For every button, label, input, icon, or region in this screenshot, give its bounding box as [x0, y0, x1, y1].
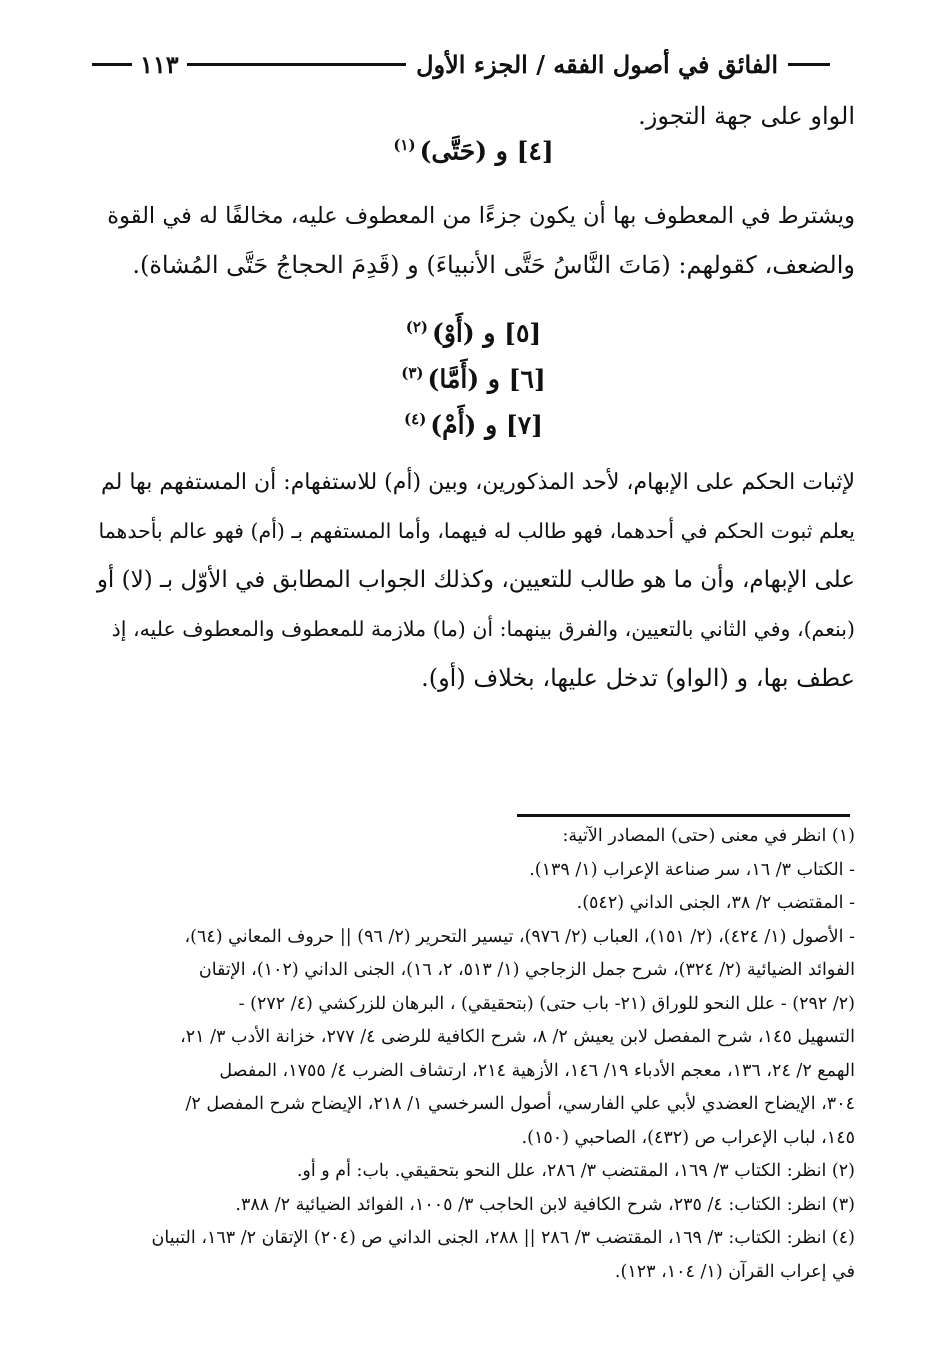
heading-text: [٥] و (أَوْ) — [432, 318, 542, 348]
section-heading-am — [0, 410, 947, 439]
text-line: لإثبات الحكم على الإبهام، لأحد المذكورين، وبين (أم) للاستفهام: أن المستفهم بها لم — [101, 470, 855, 495]
footnote-line: - الكتاب ٣/ ١٦، سر صناعة الإعراب (١/ ١٣٩). — [529, 859, 855, 880]
footnote-line: (٤) انظر: الكتاب: ٣/ ١٦٩، المقتضب ٣/ ٢٨٦ || ٢٨٨، الجنى الداني ص (٢٠٤) الإتقان ٢/ ١٦٣، التبيان — [151, 1228, 855, 1248]
text-line: ويشترط في المعطوف بها أن يكون جزءًا من المعطوف عليه، مخالفًا له في القوة — [107, 203, 855, 229]
section-heading-amma — [0, 364, 947, 393]
text-line: يعلم ثبوت الحكم في أحدهما، فهو طالب له فيهما، وأما المستفهم بـ (أم) فهو عالم بأحدهما — [98, 519, 855, 543]
footnote-line: الفوائد الضيائية (٢/ ٣٢٤)، شرح جمل الزجاجي (١/ ٥١٣، ٢، ١٦)، الجنى الداني (١٠٢)، الإتقان — [198, 960, 855, 980]
footnote-line: التسهيل ١٤٥، شرح المفصل لابن يعيش ٢/ ٨، شرح الكافية للرضى ٤/ ٢٧٧، خزانة الأدب ٣/ ٢١، — [180, 1027, 855, 1047]
heading-text: [٦] و (أَمَّا) — [427, 364, 546, 394]
heading-text: [٤] و (حَتَّى) — [419, 136, 554, 166]
footnote-line: - الأصول (١/ ٤٢٤)، (٢/ ١٥١)، العباب (٢/ ٩٧٦)، تيسير التحرير (٢/ ٩٦) || حروف المعاني (٦٤)، — [184, 926, 855, 947]
footnote-separator — [517, 814, 850, 817]
text-line: عطف بها، و (الواو) تدخل عليها، بخلاف (أو). — [421, 664, 855, 692]
footnote-line: (٣) انظر: الكتاب: ٤/ ٢٣٥، شرح الكافية لابن الحاجب ٣/ ١٠٠٥، الفوائد الضيائية ٢/ ٣٨٨. — [235, 1194, 855, 1215]
intro-paragraph — [95, 92, 855, 141]
footnote-ref: (١) — [393, 136, 416, 154]
section-heading-hatta — [0, 136, 947, 165]
footnote-line: في إعراب القرآن (١/ ١٠٤، ١٢٣). — [614, 1261, 855, 1282]
section-heading-aw — [0, 318, 947, 347]
footnote-ref: (٣) — [401, 364, 424, 382]
heading-text: [٧] و (أَمْ) — [430, 410, 543, 440]
footnotes — [85, 820, 855, 1289]
paragraph-am — [95, 458, 855, 703]
footnote-line: (٢/ ٢٩٢) - علل النحو للوراق (٢١- باب حتى) (بتحقيقي) ، البرهان للزركشي (٤/ ٢٧٢) - — [238, 993, 855, 1014]
running-header — [92, 44, 830, 84]
footnote-line: الهمع ٢/ ٢٤، ١٣٦، معجم الأدباء ١٩/ ١٤٦، الأزهية ٢١٤، ارتشاف الضرب ٤/ ١٧٥٥، المفصل — [219, 1060, 855, 1081]
footnote-line: - المقتضب ٢/ ٣٨، الجنى الداني (٥٤٢). — [576, 893, 855, 913]
footnote-ref: (٤) — [404, 410, 427, 428]
page-number: ١١٣ — [140, 49, 179, 79]
paragraph-hatta — [95, 192, 855, 290]
footnote-ref: (٢) — [405, 318, 428, 336]
intro-line: الواو على جهة التجوز. — [638, 102, 855, 130]
footnote-line: (١) انظر في معنى (حتى) المصادر الآتية: — [562, 826, 855, 846]
footnote-line: ٣٠٤، الإيضاح العضدي لأبي علي الفارسي، أصول السرخسي ١/ ٢١٨، الإيضاح شرح المفصل ٢/ — [185, 1094, 855, 1114]
header-dash-right — [788, 63, 830, 66]
text-line: والضعف، كقولهم: (مَاتَ النَّاسُ حَتَّى الأنبياءَ) و (قَدِمَ الحجاجُ حَتَّى المُشاة). — [132, 251, 855, 279]
header-dash-left — [92, 63, 132, 66]
text-line: (بنعم)، وفي الثاني بالتعيين، والفرق بينهما: أن (ما) ملازمة للمعطوف والمعطوف عليه، إذ — [111, 617, 855, 641]
footnote-line: (٢) انظر: الكتاب ٣/ ١٦٩، المقتضب ٣/ ٢٨٦، علل النحو بتحقيقي. باب: أم و أو. — [296, 1161, 855, 1181]
text-line: على الإبهام، وأن ما هو طالب للتعيين، وكذلك الجواب المطابق في الأوّل بـ (لا) أو — [96, 567, 855, 593]
footnote-line: ١٤٥، لباب الإعراب ص (٤٣٢)، الصاحبي (١٥٠). — [521, 1127, 855, 1148]
header-rule — [187, 63, 406, 66]
book-title: الفائق في أصول الفقه / الجزء الأول — [416, 49, 778, 79]
